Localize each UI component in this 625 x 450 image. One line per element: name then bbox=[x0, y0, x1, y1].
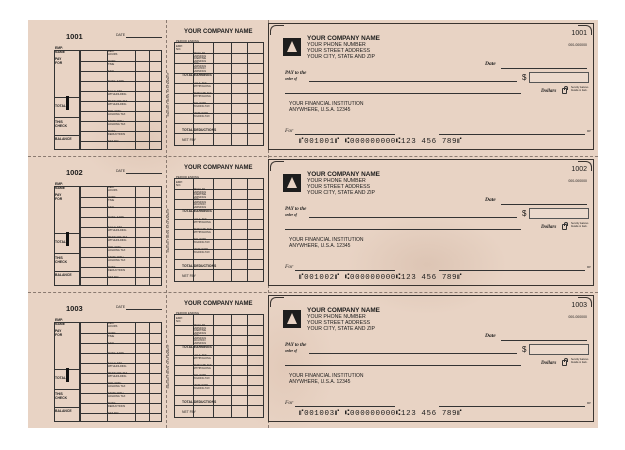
deduction-label: MEDICARE TAX WITHHOLDING bbox=[193, 364, 212, 370]
bank-block bbox=[289, 101, 364, 113]
deductions-vertical-label: DEDUCTIONS STATEMENT bbox=[166, 72, 170, 117]
stub-cell-label: OVER- TIME bbox=[108, 332, 117, 338]
dollar-sign: $ bbox=[522, 73, 527, 82]
company-logo-icon bbox=[283, 38, 301, 56]
stub-cell-label: NET PAY bbox=[108, 412, 119, 415]
stub-cell-label: NET PAY bbox=[108, 276, 119, 279]
stub-emp-label: EMP. NAME bbox=[55, 318, 65, 327]
earnings-label: SICK EARNINGS bbox=[193, 198, 207, 204]
earnings-label: REGULAR EARNINGS bbox=[193, 324, 207, 330]
deduction-label: F.I.C.A. TAX WITHHOLDING bbox=[193, 354, 211, 360]
stub-cell-label: REG. HOURS bbox=[108, 186, 118, 192]
deduction-label: FED. WITH. HOLDING TAX bbox=[193, 102, 210, 108]
deductions-vertical-label: DEDUCTIONS STATEMENT bbox=[166, 344, 170, 389]
memo-label: For bbox=[285, 128, 294, 134]
stub-pay-for-label: PAY FOR bbox=[55, 57, 63, 66]
total-earnings-label: TOTAL EARNINGS bbox=[182, 345, 212, 349]
bank-name: YOUR FINANCIAL INSTITUTION bbox=[289, 237, 364, 243]
total-deductions-label: TOTAL DEDUCTIONS bbox=[182, 128, 217, 132]
stub-cell-label: F.I.C.A. TAX WITHHOLDING bbox=[108, 362, 127, 368]
earnings-label: VACATION EARNINGS bbox=[193, 203, 207, 209]
deduction-label: FED. WITH. HOLDING TAX bbox=[193, 374, 210, 380]
period-ending-label: PERIOD ENDING bbox=[176, 39, 200, 43]
dollars-label: Dollars bbox=[541, 89, 557, 94]
deductions-vertical-label: DEDUCTIONS STATEMENT bbox=[166, 208, 170, 253]
corner-ornament bbox=[270, 25, 284, 35]
earnings-label: OVERTIME EARNINGS bbox=[193, 329, 207, 335]
stub-date-label: DATE bbox=[116, 305, 126, 309]
company-logo-icon bbox=[283, 310, 301, 328]
total-earnings-label: TOTAL EARNINGS bbox=[182, 209, 212, 213]
signature-field[interactable] bbox=[439, 134, 585, 135]
stub-cell-label: TOTAL DEDUCTIONS bbox=[108, 266, 126, 272]
memo-label: For bbox=[285, 400, 294, 406]
stub-cell-label: MEDICARE TAX WITHHOLDING bbox=[108, 372, 128, 378]
earnings-label: OVERTIME EARNINGS bbox=[193, 193, 207, 199]
check bbox=[268, 159, 594, 286]
stub-balance-label: BALANCE bbox=[55, 409, 72, 413]
stub-total-label: TOTAL bbox=[55, 376, 66, 380]
net-pay-label: NET PAY bbox=[182, 274, 196, 278]
earnings-stub bbox=[166, 292, 268, 428]
pay-to-label bbox=[285, 344, 306, 353]
net-pay-label: NET PAY bbox=[182, 410, 196, 414]
stub-check-number: 1003 bbox=[66, 304, 83, 313]
payee-field[interactable] bbox=[309, 81, 517, 82]
check-stub bbox=[28, 20, 166, 156]
company-name: YOUR COMPANY NAME bbox=[307, 35, 380, 42]
earnings-label: REGULAR EARNINGS bbox=[193, 188, 207, 194]
company-name: YOUR COMPANY NAME bbox=[307, 171, 380, 178]
bank-name: YOUR FINANCIAL INSTITUTION bbox=[289, 101, 364, 107]
micr-line: ⑈001002⑈ ⑆000000000⑆123 456 789⑈ bbox=[299, 274, 463, 282]
stub-cell-label: TOTAL DEDUCTIONS bbox=[108, 130, 126, 136]
mp-mark: MP bbox=[587, 402, 591, 405]
memo-label: For bbox=[285, 264, 294, 270]
company-city: YOUR CITY, STATE AND ZIP bbox=[307, 326, 376, 333]
stub-balance-label: BALANCE bbox=[55, 137, 72, 141]
security-features-text: Security features. Details on back. bbox=[571, 223, 589, 228]
check-row bbox=[28, 292, 598, 428]
date-label: Date bbox=[485, 61, 496, 67]
lock-icon bbox=[562, 360, 567, 366]
stub-emp-label: EMP. NAME bbox=[55, 46, 65, 55]
stub-company-name: YOUR COMPANY NAME bbox=[184, 301, 253, 307]
stub-pay-for-label: PAY FOR bbox=[55, 193, 63, 202]
company-phone: YOUR PHONE NUMBER bbox=[307, 42, 366, 48]
earnings-label: SICK EARNINGS bbox=[193, 62, 207, 68]
lock-icon bbox=[562, 88, 567, 94]
deduction-label: STATE WITH. HOLDING TAX bbox=[193, 248, 210, 254]
net-pay-label: NET PAY bbox=[182, 138, 196, 142]
mp-mark: MP bbox=[587, 130, 591, 133]
period-ending-label: PERIOD ENDING bbox=[176, 311, 200, 315]
deduction-label: FED. WITH. HOLDING TAX bbox=[193, 238, 210, 244]
routing-fraction: 000-000000 bbox=[568, 315, 587, 319]
pay-to-label-line1: PAY to the bbox=[285, 207, 307, 212]
amount-box[interactable] bbox=[529, 344, 589, 355]
company-address-block bbox=[307, 35, 380, 61]
mp-mark: MP bbox=[587, 266, 591, 269]
company-phone: YOUR PHONE NUMBER bbox=[307, 178, 366, 184]
pay-to-label-line1: PAY to the bbox=[285, 343, 307, 348]
stub-cell-label: OVER- TIME bbox=[108, 60, 117, 66]
stub-cell-label: MEDICARE TAX WITHHOLDING bbox=[108, 236, 128, 242]
pay-to-label-line2: order of bbox=[285, 76, 297, 81]
pay-to-label-line2: order of bbox=[285, 348, 297, 353]
company-address: YOUR STREET ADDRESS bbox=[307, 320, 371, 327]
check bbox=[268, 295, 594, 422]
emp-no-label: EMP. NO. bbox=[176, 44, 183, 52]
stub-total-label: TOTAL bbox=[55, 104, 66, 108]
earnings-stub bbox=[166, 20, 268, 156]
stub-cell-label: OVER- TIME bbox=[108, 196, 117, 202]
stub-cell-label: REG. HOURS bbox=[108, 50, 118, 56]
memo-field[interactable] bbox=[295, 134, 395, 135]
company-logo-icon bbox=[283, 174, 301, 192]
stub-this-check-label: THIS CHECK bbox=[55, 256, 68, 265]
written-amount-field[interactable] bbox=[285, 93, 521, 94]
corner-ornament bbox=[270, 161, 284, 171]
deduction-label: STATE WITH. HOLDING TAX bbox=[193, 384, 210, 390]
stub-cell-label: STATE WITH. HOLDING TAX bbox=[108, 392, 126, 398]
security-features-text: Security features. Details on back. bbox=[571, 87, 589, 92]
pay-to-label bbox=[285, 72, 306, 81]
date-field[interactable] bbox=[501, 340, 587, 341]
stub-cell-label: FED. WITH. HOLDING TAX bbox=[108, 382, 126, 388]
micr-line: ⑈001003⑈ ⑆000000000⑆123 456 789⑈ bbox=[299, 410, 463, 418]
company-address-block bbox=[307, 307, 380, 333]
stub-date-label: DATE bbox=[116, 169, 126, 173]
emp-no-label: EMP. NO. bbox=[176, 316, 183, 324]
check-number: 1003 bbox=[571, 302, 587, 309]
bank-block bbox=[289, 237, 364, 249]
stub-balance-label: BALANCE bbox=[55, 273, 72, 277]
bank-name: YOUR FINANCIAL INSTITUTION bbox=[289, 373, 364, 379]
dollar-sign: $ bbox=[522, 345, 527, 354]
lock-icon bbox=[562, 224, 567, 230]
stub-marker bbox=[66, 96, 69, 110]
memo-field[interactable] bbox=[295, 270, 395, 271]
company-address: YOUR STREET ADDRESS bbox=[307, 184, 371, 191]
check-row bbox=[28, 20, 598, 156]
stub-cell-label: NET PAY bbox=[108, 140, 119, 143]
stub-marker bbox=[66, 232, 69, 246]
company-address: YOUR STREET ADDRESS bbox=[307, 48, 371, 55]
stub-company-name: YOUR COMPANY NAME bbox=[184, 29, 253, 35]
stub-check-number: 1002 bbox=[66, 168, 83, 177]
bank-city: ANYWHERE, U.S.A. 12345 bbox=[289, 379, 351, 385]
date-label: Date bbox=[485, 197, 496, 203]
amount-box[interactable] bbox=[529, 208, 589, 219]
deduction-label: MEDICARE TAX WITHHOLDING bbox=[193, 92, 212, 98]
corner-ornament bbox=[270, 297, 284, 307]
stub-cell-label: F.I.C.A. TAX WITHHOLDING bbox=[108, 90, 127, 96]
stub-marker bbox=[66, 368, 69, 382]
routing-fraction: 000-000000 bbox=[568, 179, 587, 183]
stub-this-check-label: THIS CHECK bbox=[55, 120, 68, 129]
date-field[interactable] bbox=[501, 68, 587, 69]
stub-cell-label: TOTAL EARN. bbox=[108, 216, 125, 219]
stub-cell-label: FED. WITH. HOLDING TAX bbox=[108, 246, 126, 252]
amount-box[interactable] bbox=[529, 72, 589, 83]
stub-date-line bbox=[126, 37, 162, 38]
stub-company-name: YOUR COMPANY NAME bbox=[184, 165, 253, 171]
written-amount-field[interactable] bbox=[285, 365, 521, 366]
deduction-label: MEDICARE TAX WITHHOLDING bbox=[193, 228, 212, 234]
bank-city: ANYWHERE, U.S.A. 12345 bbox=[289, 243, 351, 249]
stub-date-line bbox=[126, 309, 162, 310]
pay-to-label bbox=[285, 208, 306, 217]
earnings-label: SICK EARNINGS bbox=[193, 334, 207, 340]
date-label: Date bbox=[485, 333, 496, 339]
stub-total-label: TOTAL bbox=[55, 240, 66, 244]
deduction-label: F.I.C.A. TAX WITHHOLDING bbox=[193, 82, 211, 88]
stub-cell-label: TOTAL DEDUCTIONS bbox=[108, 402, 126, 408]
total-earnings-label: TOTAL EARNINGS bbox=[182, 73, 212, 77]
stub-pay-for-label: PAY FOR bbox=[55, 329, 63, 338]
stub-cell-label: SICK bbox=[108, 206, 115, 209]
stub-this-check-label: THIS CHECK bbox=[55, 392, 68, 401]
pay-to-label-line1: PAY to the bbox=[285, 71, 307, 76]
total-deductions-label: TOTAL DEDUCTIONS bbox=[182, 264, 217, 268]
stub-cell-label: SICK bbox=[108, 342, 115, 345]
dollars-label: Dollars bbox=[541, 361, 557, 366]
earnings-label: VACATION EARNINGS bbox=[193, 339, 207, 345]
check-stub bbox=[28, 292, 166, 428]
payee-field[interactable] bbox=[309, 217, 517, 218]
stub-cell-label: REG. HOURS bbox=[108, 322, 118, 328]
period-ending-label: PERIOD ENDING bbox=[176, 175, 200, 179]
date-field[interactable] bbox=[501, 204, 587, 205]
stub-cell-label: F.I.C.A. TAX WITHHOLDING bbox=[108, 226, 127, 232]
check bbox=[268, 23, 594, 150]
company-address-block bbox=[307, 171, 380, 197]
stub-cell-label: SICK bbox=[108, 70, 115, 73]
deduction-label: STATE WITH. HOLDING TAX bbox=[193, 112, 210, 118]
stub-cell-label: TOTAL EARN. bbox=[108, 80, 125, 83]
total-deductions-label: TOTAL DEDUCTIONS bbox=[182, 400, 217, 404]
company-city: YOUR CITY, STATE AND ZIP bbox=[307, 54, 376, 61]
check-number: 1002 bbox=[571, 166, 587, 173]
earnings-label: VACATION EARNINGS bbox=[193, 67, 207, 73]
bank-block bbox=[289, 373, 364, 385]
dollars-label: Dollars bbox=[541, 225, 557, 230]
check-row bbox=[28, 156, 598, 292]
written-amount-field[interactable] bbox=[285, 229, 521, 230]
stub-date-line bbox=[126, 173, 162, 174]
signature-field[interactable] bbox=[439, 406, 585, 407]
company-phone: YOUR PHONE NUMBER bbox=[307, 314, 366, 320]
stub-cell-label: STATE WITH. HOLDING TAX bbox=[108, 120, 126, 126]
earnings-label: REGULAR EARNINGS bbox=[193, 52, 207, 58]
check-stub bbox=[28, 156, 166, 292]
payee-field[interactable] bbox=[309, 353, 517, 354]
check-number: 1001 bbox=[571, 30, 587, 37]
stub-cell-label: MEDICARE TAX WITHHOLDING bbox=[108, 100, 128, 106]
stub-cell-label: STATE WITH. HOLDING TAX bbox=[108, 256, 126, 262]
stub-emp-label: EMP. NAME bbox=[55, 182, 65, 191]
micr-line: ⑈001001⑈ ⑆000000000⑆123 456 789⑈ bbox=[299, 138, 463, 146]
stub-cell-label: TOTAL EARN. bbox=[108, 352, 125, 355]
stub-check-number: 1001 bbox=[66, 32, 83, 41]
stub-cell-label: FED. WITH. HOLDING TAX bbox=[108, 110, 126, 116]
security-features-text: Security features. Details on back. bbox=[571, 359, 589, 364]
routing-fraction: 000-000000 bbox=[568, 43, 587, 47]
pay-to-label-line2: order of bbox=[285, 212, 297, 217]
bank-city: ANYWHERE, U.S.A. 12345 bbox=[289, 107, 351, 113]
emp-no-label: EMP. NO. bbox=[176, 180, 183, 188]
memo-field[interactable] bbox=[295, 406, 395, 407]
deduction-label: F.I.C.A. TAX WITHHOLDING bbox=[193, 218, 211, 224]
earnings-label: OVERTIME EARNINGS bbox=[193, 57, 207, 63]
company-city: YOUR CITY, STATE AND ZIP bbox=[307, 190, 376, 197]
signature-field[interactable] bbox=[439, 270, 585, 271]
dollar-sign: $ bbox=[522, 209, 527, 218]
company-name: YOUR COMPANY NAME bbox=[307, 307, 380, 314]
stub-date-label: DATE bbox=[116, 33, 126, 37]
earnings-stub bbox=[166, 156, 268, 292]
